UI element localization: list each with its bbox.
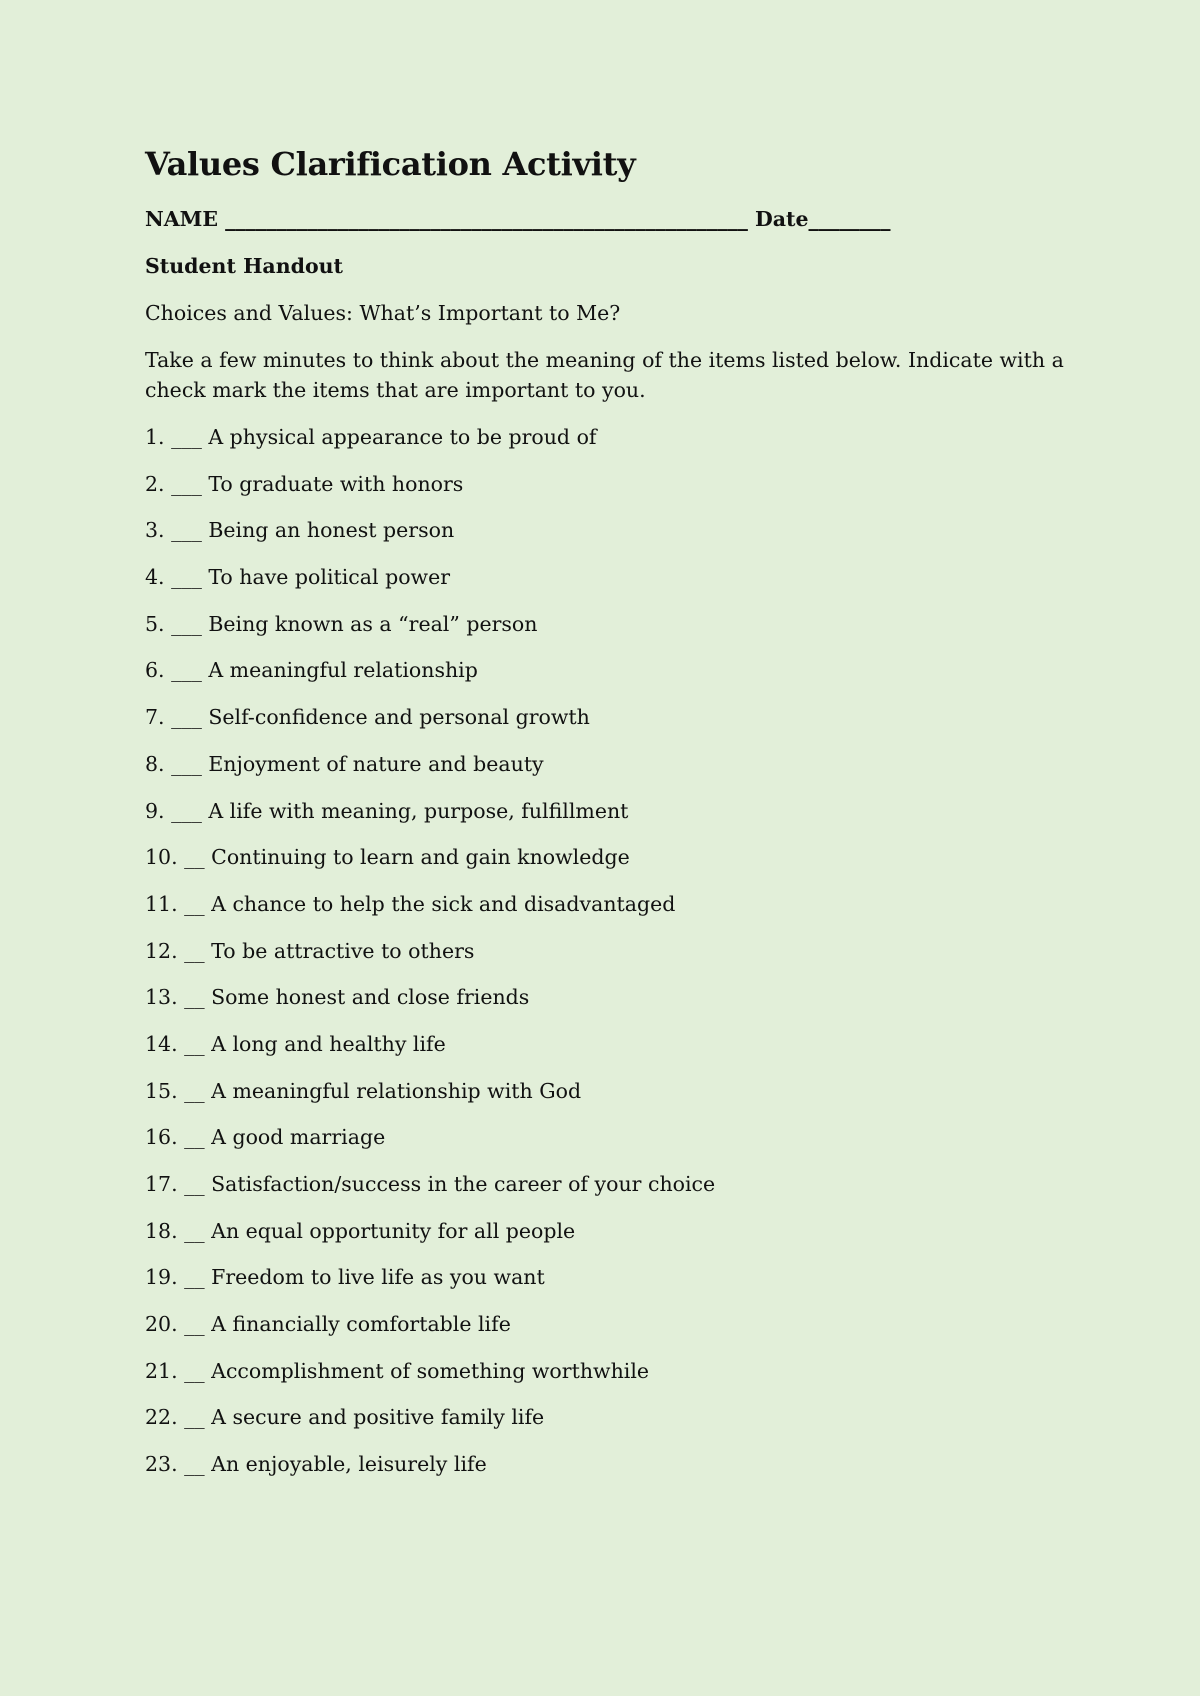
list-item: 18. __ An equal opportunity for all people bbox=[145, 1218, 576, 1243]
list-item: 23. __ An enjoyable, leisurely life bbox=[145, 1452, 487, 1477]
list-item: 12. __ To be attractive to others bbox=[145, 938, 475, 963]
list-item: 14. __ A long and healthy life bbox=[145, 1031, 446, 1056]
list-item: 2. ___ To graduate with honors bbox=[145, 471, 464, 496]
list-item: 3. ___ Being an honest person bbox=[145, 518, 455, 543]
list-item: 6. ___ A meaningful relationship bbox=[145, 658, 478, 683]
list-item: 5. ___ Being known as a “real” person bbox=[145, 611, 538, 636]
list-item: 20. __ A financially comfortable life bbox=[145, 1312, 511, 1337]
student-handout-heading: Student Handout bbox=[145, 254, 344, 278]
list-item: 22. __ A secure and positive family life bbox=[145, 1405, 545, 1430]
list-item: 8. ___ Enjoyment of nature and beauty bbox=[145, 751, 544, 776]
list-item: 9. ___ A life with meaning, purpose, fulfillment bbox=[145, 798, 629, 823]
list-item: 1. ___ A physical appearance to be proud of bbox=[145, 425, 597, 449]
values-list bbox=[145, 422, 1125, 1479]
page-title: Values Clarification Activity bbox=[145, 145, 636, 183]
list-item: 19. __ Freedom to live life as you want bbox=[145, 1265, 545, 1290]
list-item: 17. __ Satisfaction/success in the career of your choice bbox=[145, 1172, 716, 1196]
list-item: 4. ___ To have political power bbox=[145, 565, 451, 590]
list-item: 13. __ Some honest and close friends bbox=[145, 985, 530, 1010]
list-item: 11. __ A chance to help the sick and disadvantaged bbox=[145, 891, 676, 916]
instructions-text: Take a few minutes to think about the meaning of the items listed below. Indicate with a check mark the items that are important to you. bbox=[145, 348, 1064, 402]
list-item: 15. __ A meaningful relationship with God bbox=[145, 1078, 582, 1103]
list-item: 16. __ A good marriage bbox=[145, 1125, 386, 1150]
document-body bbox=[145, 142, 1125, 1496]
prompt-text: Choices and Values: What’s Important to Me? bbox=[145, 301, 621, 325]
list-item: 10. __ Continuing to learn and gain knowledge bbox=[145, 845, 630, 870]
list-item: 21. __ Accomplishment of something worthwhile bbox=[145, 1358, 650, 1383]
list-item: 7. ___ Self-confidence and personal growth bbox=[145, 705, 590, 730]
name-date-line: NAME ___________________________________________________ Date________ bbox=[145, 207, 891, 231]
